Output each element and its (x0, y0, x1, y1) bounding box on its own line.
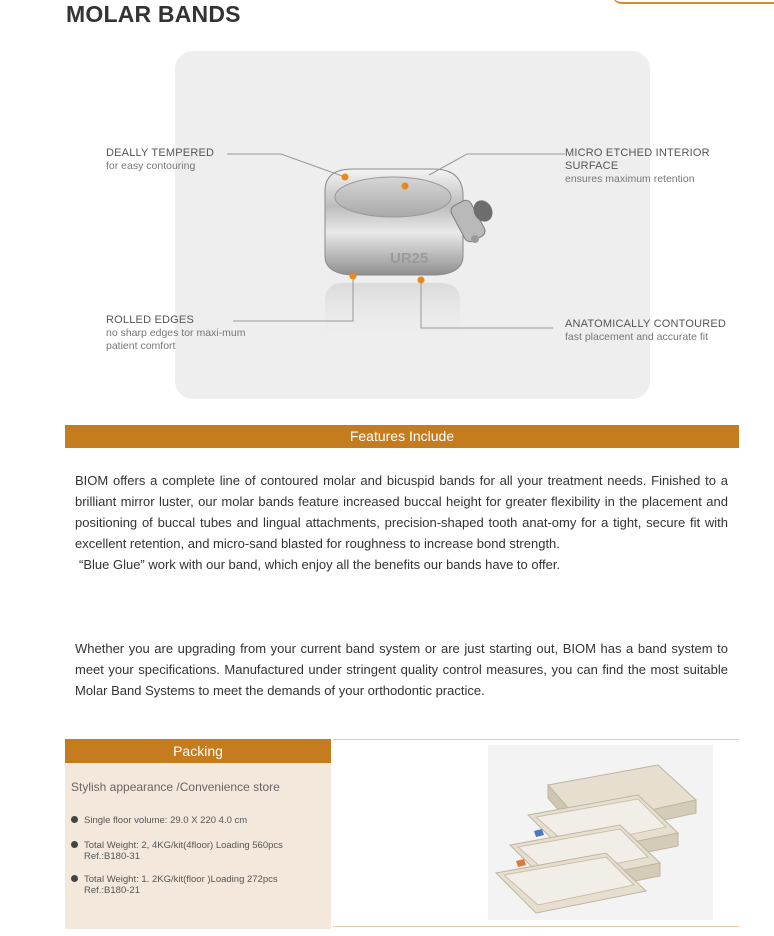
packing-heading: Packing (65, 739, 331, 763)
packing-item (71, 874, 278, 896)
divider-bottom (333, 926, 739, 927)
dot-contoured (418, 277, 425, 284)
packing-item (71, 815, 247, 826)
packing-item (71, 840, 283, 862)
packing-item-text: Total Weight: 2, 4KG/kit(4floor) Loading 560pcs (84, 840, 283, 851)
features-heading-bar: Features Include (65, 425, 739, 448)
bullet-icon (71, 816, 78, 823)
dot-etched (402, 183, 409, 190)
callout-heading: ROLLED EDGES (106, 314, 194, 326)
band-engraving: UR25 (390, 250, 429, 267)
features-paragraph (75, 470, 728, 575)
packing-item-text: Single floor volume: 29.0 X 220 4.0 cm (84, 815, 248, 826)
callout-rolled (106, 314, 246, 353)
dot-rolled (350, 273, 357, 280)
tube-hook (471, 235, 479, 243)
features-body-text: BIOM offers a complete line of contoured molar and bicuspid bands for all your treatment needs. Finished to a brilliant mirror luster, our molar bands feature increased buccal height for greater flexibility in the placement and positioning of buccal tubes and lingual attachments, precision-shaped tooth anat-omy for a tight, secure fit with excellent retention, and micro-sand blasted for roughness to increase bond strength. (75, 473, 728, 551)
packing-panel (65, 739, 331, 929)
packing-item-ref: Ref.:B180-31 (84, 851, 140, 862)
product-hero-panel (175, 51, 650, 399)
packing-item-text: Total Weight: 1. 2KG/kit(floor )Loading 272pcs (84, 874, 278, 885)
callout-heading: ANATOMICALLY CONTOURED (565, 318, 727, 330)
band-interior (335, 177, 451, 217)
packing-item-ref: Ref.:B180-21 (84, 885, 140, 896)
callout-tempered (106, 147, 214, 173)
packing-subtitle: Stylish appearance /Convenience store (71, 780, 280, 794)
callout-description: fast placement and accurate fit (565, 331, 708, 343)
packing-tray-image (488, 745, 713, 920)
band-reflection (325, 283, 460, 344)
divider-top (333, 739, 739, 740)
top-accent-line (612, 0, 774, 4)
upgrade-paragraph: Whether you are upgrading from your current band system or are just starting out, BIOM has a band system to meet your specifications. Manufactured under stringent quality control measures, you can find the most suitable Molar Band Systems to meet the demands of your orthodontic practice. (75, 641, 728, 698)
callout-contoured (565, 318, 726, 344)
callout-heading: DEALLY TEMPERED (106, 147, 215, 159)
callout-description: for easy contouring (106, 160, 196, 172)
blue-glue-note: “Blue Glue” work with our band, which enjoy all the benefits our bands have to offer. (79, 557, 561, 572)
dot-tempered (342, 174, 349, 181)
callout-heading: MICRO ETCHED INTERIOR SURFACE (565, 147, 710, 172)
molar-band-illustration (175, 51, 650, 399)
callout-description: no sharp edges tor maxi-mum patient comfort (106, 327, 246, 352)
callout-description: ensures maximum retention (565, 173, 695, 185)
callout-etched (565, 147, 725, 186)
bullet-icon (71, 841, 78, 848)
page-title: MOLAR BANDS (66, 1, 241, 27)
bullet-icon (71, 875, 78, 882)
leader-line-tempered (227, 154, 345, 177)
